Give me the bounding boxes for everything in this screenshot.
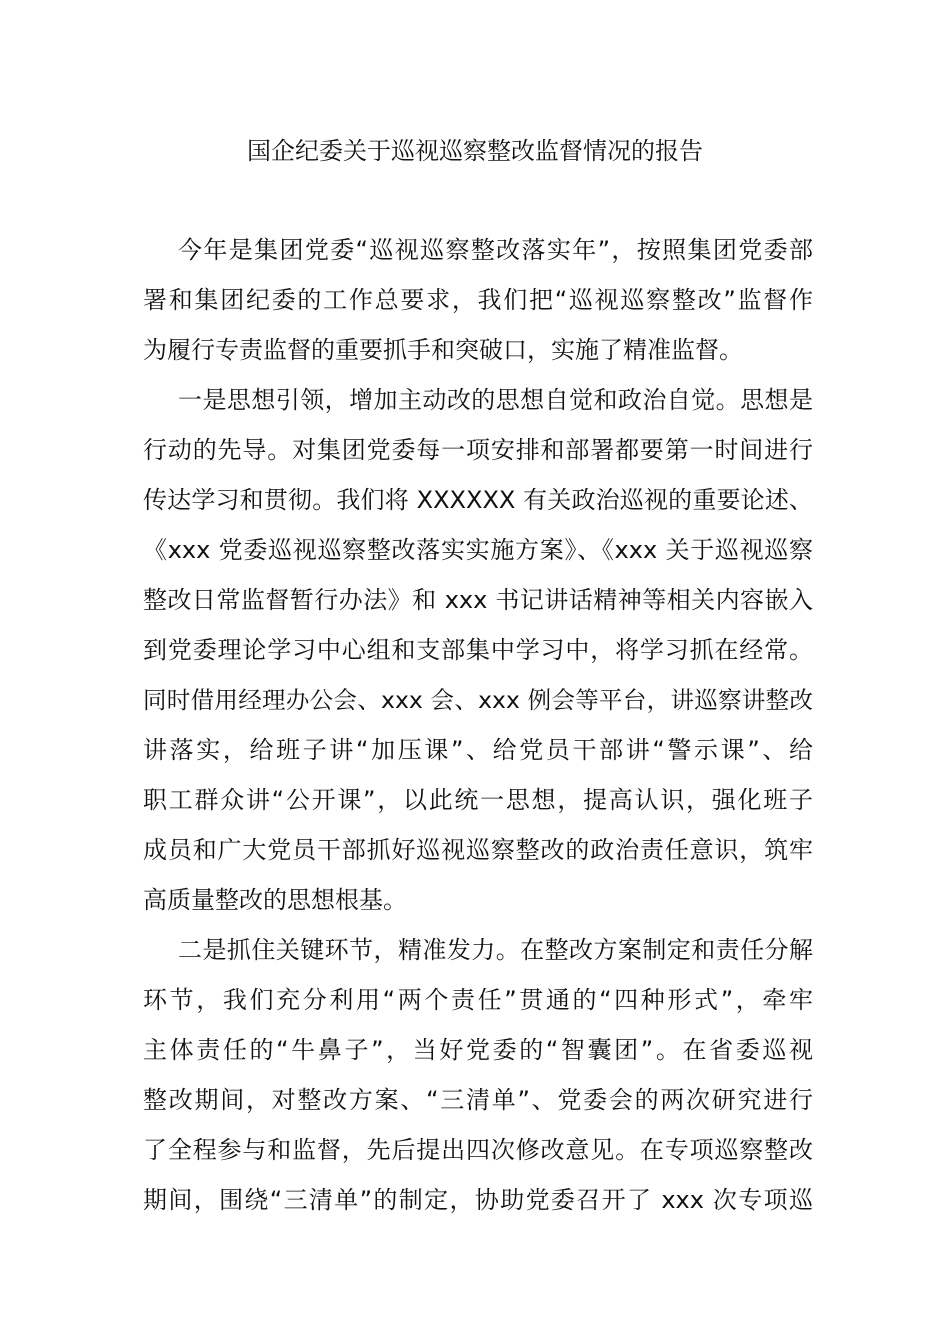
paragraph-3-line-1: 二是抓住关键环节，精准发力。在整改方案制定和责任分解 (178, 936, 813, 964)
document-title: 国企纪委关于巡视巡察整改监督情况的报告 (247, 137, 703, 165)
paragraph-3-line-5: 了全程参与和监督，先后提出四次修改意见。在专项巡察整改 (143, 1136, 813, 1164)
paragraph-1-line-1: 今年是集团党委“巡视巡察整改落实年”，按照集团党委部 (178, 236, 813, 264)
paragraph-2-line-5: 整改日常监督暂行办法》和 xxx 书记讲话精神等相关内容嵌入 (143, 586, 813, 614)
paragraph-3-line-6: 期间，围绕“三清单”的制定，协助党委召开了 xxx 次专项巡 (143, 1186, 813, 1214)
paragraph-2-line-9: 职工群众讲“公开课”，以此统一思想，提高认识，强化班子 (143, 786, 813, 814)
paragraph-2-line-11: 高质量整改的思想根基。 (143, 886, 407, 914)
paragraph-2-line-8: 讲落实，给班子讲“加压课”、给党员干部讲“警示课”、给 (143, 736, 813, 764)
paragraph-2-line-10: 成员和广大党员干部抓好巡视巡察整改的政治责任意识，筑牢 (143, 836, 813, 864)
paragraph-2-line-7: 同时借用经理办公会、xxx 会、xxx 例会等平台，讲巡察讲整改 (143, 686, 813, 714)
paragraph-2-line-3: 传达学习和贯彻。我们将 XXXXXX 有关政治巡视的重要论述、 (143, 486, 813, 514)
paragraph-1-line-2: 署和集团纪委的工作总要求，我们把“巡视巡察整改”监督作 (143, 286, 813, 314)
paragraph-2-line-4: 《xxx 党委巡视巡察整改落实实施方案》、《xxx 关于巡视巡察 (143, 536, 813, 564)
paragraph-3-line-3: 主体责任的“牛鼻子”，当好党委的“智囊团”。在省委巡视 (143, 1036, 813, 1064)
paragraph-3-line-4: 整改期间，对整改方案、“三清单”、党委会的两次研究进行 (143, 1086, 813, 1114)
paragraph-2-line-2: 行动的先导。对集团党委每一项安排和部署都要第一时间进行 (143, 436, 813, 464)
paragraph-3-line-2: 环节，我们充分利用“两个责任”贯通的“四种形式”，牵牢 (143, 986, 813, 1014)
paragraph-2-line-1: 一是思想引领，增加主动改的思想自觉和政治自觉。思想是 (178, 386, 813, 414)
paragraph-2-line-6: 到党委理论学习中心组和支部集中学习中，将学习抓在经常。 (143, 636, 813, 664)
paragraph-1-line-3: 为履行专责监督的重要抓手和突破口，实施了精准监督。 (143, 336, 743, 364)
